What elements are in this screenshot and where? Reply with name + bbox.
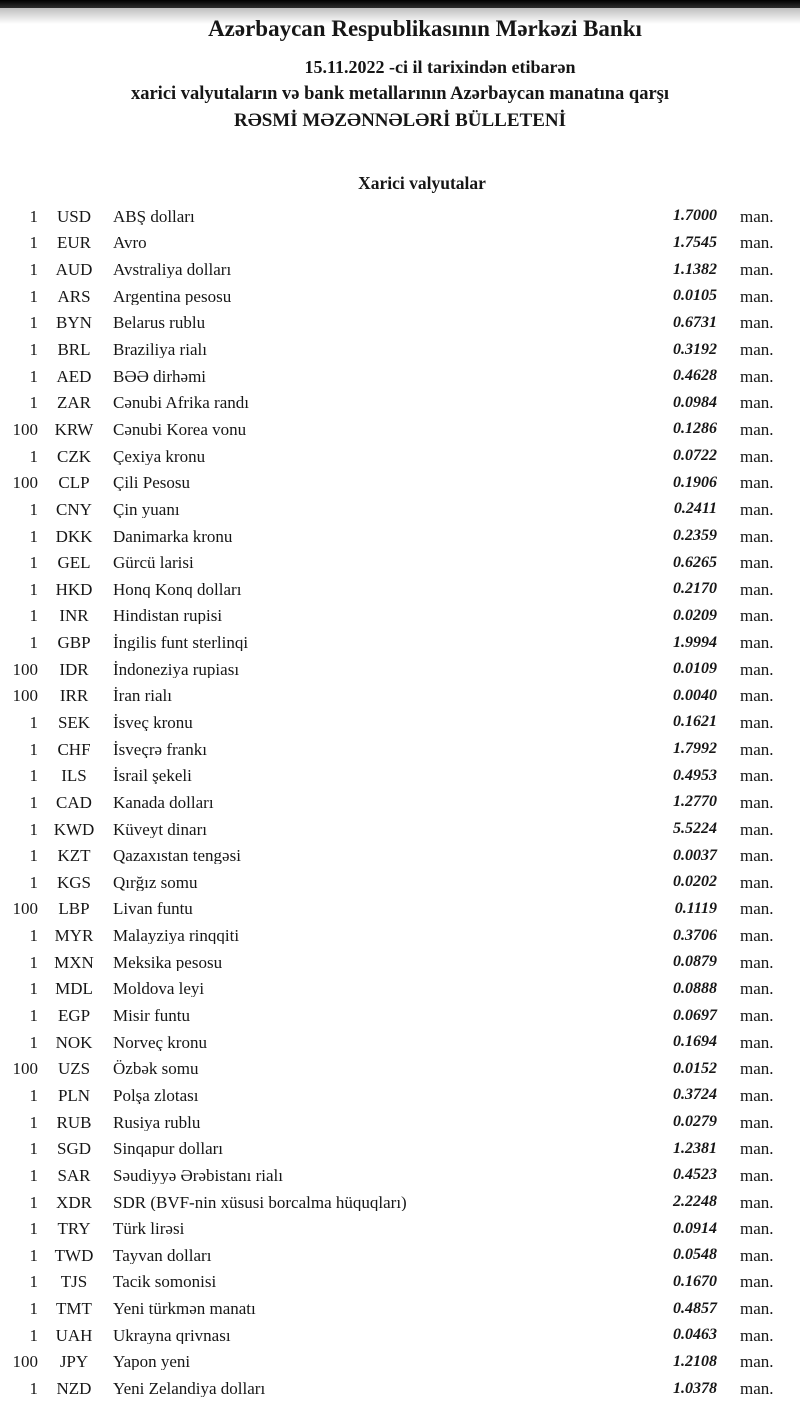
unit-label-cell: man. — [740, 1299, 774, 1319]
currency-name-cell: Sinqapur dolları — [113, 1140, 224, 1158]
currency-name-cell: Gürcü larisi — [113, 554, 194, 572]
rate-value-cell: 0.4628 — [673, 367, 717, 385]
quantity-cell: 1 — [29, 872, 38, 892]
rate-value-cell: 0.1621 — [673, 713, 717, 731]
quantity-cell: 100 — [12, 1059, 38, 1079]
currency-code-cell: GBP — [57, 633, 91, 653]
unit-label-cell: man. — [740, 1059, 774, 1079]
quantity-cell: 1 — [29, 313, 38, 333]
subtitle-line: xarici valyutaların və bank metallarının Azərbaycan manatına qarşı — [130, 84, 670, 104]
currency-name-cell: Qazaxıstan tengəsi — [113, 847, 241, 865]
quantity-cell: 1 — [29, 206, 38, 226]
table-row — [0, 416, 800, 443]
currency-code-cell: EUR — [57, 233, 91, 253]
table-row — [0, 549, 800, 576]
currency-code-cell: GEL — [57, 553, 91, 573]
quantity-cell: 1 — [29, 1219, 38, 1239]
currency-name-cell: Hindistan rupisi — [113, 607, 223, 625]
currency-name-cell: Malayziya rinqqiti — [113, 927, 240, 945]
currency-name-cell: Tacik somonisi — [113, 1273, 217, 1291]
currency-name-cell: Cənubi Korea vonu — [113, 420, 247, 438]
unit-label-cell: man. — [740, 1032, 774, 1052]
unit-label-cell: man. — [740, 686, 774, 706]
table-row — [0, 389, 800, 416]
unit-label-cell: man. — [740, 340, 774, 360]
unit-label-cell: man. — [740, 553, 774, 573]
rate-value-cell: 0.1906 — [673, 473, 717, 491]
currency-code-cell: AUD — [55, 260, 93, 280]
unit-label-cell: man. — [740, 846, 774, 866]
currency-name-cell: Norveç kronu — [113, 1033, 207, 1051]
rate-value-cell: 0.0037 — [673, 846, 717, 864]
table-row — [0, 496, 800, 523]
currency-code-cell: SGD — [56, 1139, 91, 1159]
table-row — [0, 283, 800, 310]
currency-name-cell: Yeni türkmən manatı — [113, 1300, 256, 1318]
rate-value-cell: 0.0722 — [673, 447, 717, 465]
unit-label-cell: man. — [740, 313, 774, 333]
unit-label-cell: man. — [740, 1325, 774, 1345]
table-row — [0, 1215, 800, 1242]
rate-value-cell: 0.0914 — [673, 1219, 717, 1237]
currency-name-cell: Çexiya kronu — [113, 447, 206, 465]
unit-label-cell: man. — [740, 659, 774, 679]
rate-value-cell: 0.6731 — [673, 313, 717, 331]
rate-value-cell: 0.1670 — [673, 1272, 717, 1290]
rate-value-cell: 0.2411 — [673, 500, 717, 518]
table-row — [0, 789, 800, 816]
rate-value-cell: 0.0105 — [673, 287, 717, 305]
table-row — [0, 949, 800, 976]
rate-value-cell: 0.3724 — [673, 1086, 717, 1104]
quantity-cell: 1 — [29, 1379, 38, 1398]
unit-label-cell: man. — [740, 1139, 774, 1159]
table-row — [0, 896, 800, 923]
currency-name-cell: Ukrayna qrivnası — [113, 1326, 231, 1344]
currency-name-cell: Küveyt dinarı — [113, 820, 207, 838]
table-row — [0, 842, 800, 869]
table-row — [0, 576, 800, 603]
table-row — [0, 336, 800, 363]
currency-code-cell: KZT — [57, 846, 91, 866]
currency-name-cell: Səudiyyə Ərəbistanı rialı — [113, 1166, 283, 1184]
table-row — [0, 736, 800, 763]
unit-label-cell: man. — [740, 1192, 774, 1212]
rate-value-cell: 0.1286 — [673, 420, 717, 438]
rate-value-cell: 1.9994 — [673, 633, 717, 651]
rate-value-cell: 0.4523 — [673, 1166, 717, 1184]
currency-code-cell: KGS — [56, 872, 91, 892]
currency-name-cell: İsveç kronu — [113, 713, 193, 731]
rate-value-cell: 0.0879 — [673, 953, 717, 971]
rate-value-cell: 0.3192 — [673, 340, 717, 358]
quantity-cell: 1 — [29, 233, 38, 253]
currency-name-cell: BƏƏ dirhəmi — [113, 367, 207, 385]
rate-value-cell: 0.0548 — [673, 1246, 717, 1264]
top-border-bar — [0, 0, 800, 8]
rate-value-cell: 1.7000 — [673, 207, 717, 225]
rate-value-cell: 0.0463 — [673, 1326, 717, 1344]
table-row — [0, 869, 800, 896]
currency-code-cell: MDL — [55, 979, 93, 999]
currency-name-cell: Avstraliya dolları — [113, 261, 232, 279]
currency-name-cell: Danimarka kronu — [113, 527, 233, 545]
unit-label-cell: man. — [740, 633, 774, 653]
rate-value-cell: 0.0984 — [673, 393, 717, 411]
table-row — [0, 1375, 800, 1402]
currency-name-cell: Rusiya rublu — [113, 1113, 201, 1131]
quantity-cell: 1 — [29, 819, 38, 839]
unit-label-cell: man. — [740, 979, 774, 999]
currency-code-cell: ARS — [57, 286, 91, 306]
currency-code-cell: UZS — [57, 1059, 91, 1079]
unit-label-cell: man. — [740, 899, 774, 919]
quantity-cell: 1 — [29, 792, 38, 812]
table-row — [0, 1349, 800, 1376]
quantity-cell: 1 — [29, 766, 38, 786]
exchange-rates-table — [0, 203, 800, 1402]
currency-code-cell: AED — [56, 366, 92, 386]
table-row — [0, 256, 800, 283]
unit-label-cell: man. — [740, 819, 774, 839]
unit-label-cell: man. — [740, 393, 774, 413]
quantity-cell: 1 — [29, 499, 38, 519]
quantity-cell: 1 — [29, 1299, 38, 1319]
rate-value-cell: 0.0040 — [673, 686, 717, 704]
quantity-cell: 1 — [29, 1165, 38, 1185]
currency-name-cell: ABŞ dolları — [113, 207, 195, 225]
unit-label-cell: man. — [740, 1245, 774, 1265]
quantity-cell: 100 — [12, 659, 38, 679]
effective-date-line: 15.11.2022 -ci il tarixindən etibarən — [304, 57, 576, 77]
table-row — [0, 709, 800, 736]
currency-name-cell: Braziliya rialı — [113, 341, 207, 359]
currency-name-cell: Honq Konq dolları — [113, 580, 242, 598]
unit-label-cell: man. — [740, 366, 774, 386]
quantity-cell: 1 — [29, 1325, 38, 1345]
currency-code-cell: USD — [56, 206, 91, 226]
currency-code-cell: UAH — [55, 1325, 93, 1345]
currency-code-cell: ZAR — [57, 393, 91, 413]
currency-code-cell: KWD — [53, 819, 95, 839]
currency-code-cell: TWD — [54, 1245, 94, 1265]
currency-name-cell: Qırğız somu — [113, 873, 198, 891]
currency-name-cell: Livan funtu — [113, 900, 193, 918]
quantity-cell: 100 — [12, 899, 38, 919]
currency-name-cell: SDR (BVF-nin xüsusi borcalma hüquqları) — [113, 1193, 407, 1211]
table-row — [0, 1082, 800, 1109]
rate-value-cell: 5.5224 — [673, 820, 717, 838]
unit-label-cell: man. — [740, 1272, 774, 1292]
table-row — [0, 1295, 800, 1322]
quantity-cell: 1 — [29, 1006, 38, 1026]
currency-code-cell: SAR — [57, 1165, 91, 1185]
unit-label-cell: man. — [740, 712, 774, 732]
table-row — [0, 1242, 800, 1269]
quantity-cell: 100 — [12, 1352, 38, 1372]
rate-value-cell: 0.0109 — [673, 660, 717, 678]
currency-name-cell: Cənubi Afrika randı — [113, 394, 249, 412]
quantity-cell: 1 — [29, 260, 38, 280]
quantity-cell: 1 — [29, 712, 38, 732]
rate-value-cell: 0.2170 — [673, 580, 717, 598]
unit-label-cell: man. — [740, 233, 774, 253]
table-row — [0, 443, 800, 470]
currency-name-cell: Polşa zlotası — [113, 1086, 199, 1104]
currency-name-cell: Avro — [113, 234, 147, 252]
unit-label-cell: man. — [740, 446, 774, 466]
rate-value-cell: 0.0697 — [673, 1006, 717, 1024]
currency-name-cell: İsveçrə frankı — [113, 740, 207, 758]
unit-label-cell: man. — [740, 952, 774, 972]
currency-code-cell: MXN — [54, 952, 94, 972]
section-title-foreign-currencies: Xarici valyutalar — [358, 173, 486, 193]
rate-value-cell: 0.4857 — [673, 1299, 717, 1317]
rate-value-cell: 1.1382 — [673, 260, 717, 278]
currency-code-cell: EGP — [57, 1006, 91, 1026]
currency-name-cell: Özbək somu — [113, 1060, 199, 1078]
unit-label-cell: man. — [740, 1379, 774, 1398]
table-row — [0, 1135, 800, 1162]
rate-value-cell: 0.2359 — [673, 527, 717, 544]
currency-name-cell: Tayvan dolları — [113, 1246, 212, 1264]
currency-name-cell: Misir funtu — [113, 1007, 190, 1025]
currency-code-cell: BYN — [56, 313, 92, 333]
rate-value-cell: 0.0279 — [673, 1113, 717, 1131]
quantity-cell: 1 — [29, 846, 38, 866]
quantity-cell: 1 — [29, 1245, 38, 1265]
unit-label-cell: man. — [740, 1165, 774, 1185]
table-row — [0, 1269, 800, 1296]
currency-code-cell: RUB — [56, 1112, 92, 1132]
currency-code-cell: PLN — [57, 1085, 91, 1105]
rate-value-cell: 1.2108 — [673, 1352, 717, 1370]
currency-name-cell: Çili Pesosu — [113, 474, 190, 492]
table-row — [0, 310, 800, 337]
currency-name-cell: İngilis funt sterlinqi — [113, 634, 249, 652]
quantity-cell: 1 — [29, 1272, 38, 1292]
table-row — [0, 469, 800, 496]
currency-code-cell: KRW — [54, 419, 94, 439]
currency-code-cell: JPY — [59, 1352, 89, 1372]
quantity-cell: 100 — [12, 419, 38, 439]
currency-name-cell: Türk lirəsi — [113, 1220, 185, 1238]
currency-code-cell: TRY — [57, 1219, 91, 1239]
rate-value-cell: 0.0888 — [673, 979, 717, 997]
table-row — [0, 1002, 800, 1029]
table-row — [0, 203, 800, 230]
table-row — [0, 1322, 800, 1349]
currency-name-cell: Kanada dolları — [113, 793, 214, 811]
table-row — [0, 1056, 800, 1083]
table-row — [0, 1189, 800, 1216]
quantity-cell: 1 — [29, 579, 38, 599]
rate-value-cell: 1.0378 — [673, 1379, 717, 1397]
currency-name-cell: Çin yuanı — [113, 500, 180, 518]
rate-value-cell: 1.7545 — [673, 233, 717, 251]
currency-name-cell: Moldova leyi — [113, 980, 205, 998]
currency-code-cell: NOK — [55, 1032, 93, 1052]
rate-value-cell: 2.2248 — [673, 1193, 717, 1211]
rate-value-cell: 0.3706 — [673, 926, 717, 944]
quantity-cell: 1 — [29, 1192, 38, 1212]
unit-label-cell: man. — [740, 739, 774, 759]
quantity-cell: 1 — [29, 526, 38, 546]
currency-code-cell: SEK — [57, 712, 91, 732]
currency-name-cell: Yeni Zelandiya dolları — [113, 1380, 266, 1397]
quantity-cell: 1 — [29, 926, 38, 946]
currency-code-cell: IDR — [59, 659, 89, 679]
quantity-cell: 1 — [29, 446, 38, 466]
quantity-cell: 1 — [29, 952, 38, 972]
quantity-cell: 1 — [29, 393, 38, 413]
currency-code-cell: CNY — [56, 499, 92, 519]
unit-label-cell: man. — [740, 606, 774, 626]
unit-label-cell: man. — [740, 926, 774, 946]
quantity-cell: 1 — [29, 979, 38, 999]
unit-label-cell: man. — [740, 579, 774, 599]
quantity-cell: 1 — [29, 1032, 38, 1052]
unit-label-cell: man. — [740, 1112, 774, 1132]
currency-code-cell: CAD — [56, 792, 92, 812]
quantity-cell: 1 — [29, 633, 38, 653]
rate-value-cell: 0.1694 — [673, 1033, 717, 1051]
table-row — [0, 976, 800, 1003]
rate-value-cell: 0.6265 — [673, 553, 717, 571]
quantity-cell: 1 — [29, 739, 38, 759]
rate-value-cell: 0.1119 — [674, 899, 717, 917]
table-row — [0, 523, 800, 550]
table-row — [0, 363, 800, 390]
quantity-cell: 1 — [29, 1112, 38, 1132]
currency-code-cell: BRL — [57, 340, 91, 360]
table-row — [0, 603, 800, 630]
currency-name-cell: İndoneziya rupiası — [113, 660, 240, 678]
currency-code-cell: CLP — [58, 473, 90, 493]
bank-name-title: Azərbaycan Respublikasının Mərkəzi Bankı — [208, 16, 642, 41]
currency-code-cell: NZD — [56, 1379, 92, 1398]
table-row — [0, 683, 800, 710]
table-row — [0, 1109, 800, 1136]
unit-label-cell: man. — [740, 1006, 774, 1026]
currency-code-cell: IRR — [59, 686, 89, 706]
unit-label-cell: man. — [740, 286, 774, 306]
table-row — [0, 762, 800, 789]
quantity-cell: 100 — [12, 473, 38, 493]
currency-code-cell: ILS — [61, 766, 87, 786]
table-row — [0, 1162, 800, 1189]
rate-value-cell: 1.2381 — [673, 1139, 717, 1157]
currency-code-cell: MYR — [54, 926, 94, 946]
currency-code-cell: DKK — [55, 526, 93, 546]
table-row — [0, 656, 800, 683]
unit-label-cell: man. — [740, 1085, 774, 1105]
unit-label-cell: man. — [740, 260, 774, 280]
unit-label-cell: man. — [740, 206, 774, 226]
currency-code-cell: CHF — [57, 739, 91, 759]
rate-value-cell: 1.7992 — [673, 740, 717, 758]
unit-label-cell: man. — [740, 872, 774, 892]
rate-value-cell: 1.2770 — [673, 793, 717, 811]
currency-name-cell: Argentina pesosu — [113, 287, 232, 305]
quantity-cell: 1 — [29, 340, 38, 360]
currency-code-cell: XDR — [56, 1192, 92, 1212]
currency-name-cell: İsrail şekeli — [113, 767, 192, 785]
quantity-cell: 1 — [29, 286, 38, 306]
currency-code-cell: INR — [59, 606, 89, 626]
unit-label-cell: man. — [740, 499, 774, 519]
quantity-cell: 1 — [29, 1085, 38, 1105]
currency-name-cell: Yapon yeni — [113, 1353, 191, 1371]
rate-value-cell: 0.4953 — [673, 766, 717, 784]
currency-name-cell: İran rialı — [113, 687, 172, 705]
quantity-cell: 1 — [29, 366, 38, 386]
quantity-cell: 1 — [29, 606, 38, 626]
unit-label-cell: man. — [740, 766, 774, 786]
unit-label-cell: man. — [740, 419, 774, 439]
unit-label-cell: man. — [740, 792, 774, 812]
unit-label-cell: man. — [740, 526, 774, 546]
currency-code-cell: TJS — [60, 1272, 88, 1292]
unit-label-cell: man. — [740, 1219, 774, 1239]
unit-label-cell: man. — [740, 1352, 774, 1372]
table-row — [0, 816, 800, 843]
rate-value-cell: 0.0152 — [673, 1059, 717, 1077]
table-row — [0, 922, 800, 949]
currency-name-cell: Belarus rublu — [113, 314, 206, 332]
table-row — [0, 230, 800, 257]
currency-code-cell: HKD — [55, 579, 93, 599]
rate-value-cell: 0.0209 — [673, 606, 717, 624]
bulletin-title: RƏSMİ MƏZƏNNƏLƏRİ BÜLLETENİ — [233, 110, 566, 131]
unit-label-cell: man. — [740, 473, 774, 493]
quantity-cell: 1 — [29, 553, 38, 573]
table-row — [0, 1029, 800, 1056]
currency-code-cell: CZK — [57, 446, 91, 466]
rate-value-cell: 0.0202 — [673, 873, 717, 891]
currency-code-cell: TMT — [56, 1299, 92, 1319]
quantity-cell: 1 — [29, 1139, 38, 1159]
currency-name-cell: Meksika pesosu — [113, 953, 223, 971]
table-row — [0, 629, 800, 656]
currency-code-cell: LBP — [58, 899, 90, 919]
quantity-cell: 100 — [12, 686, 38, 706]
